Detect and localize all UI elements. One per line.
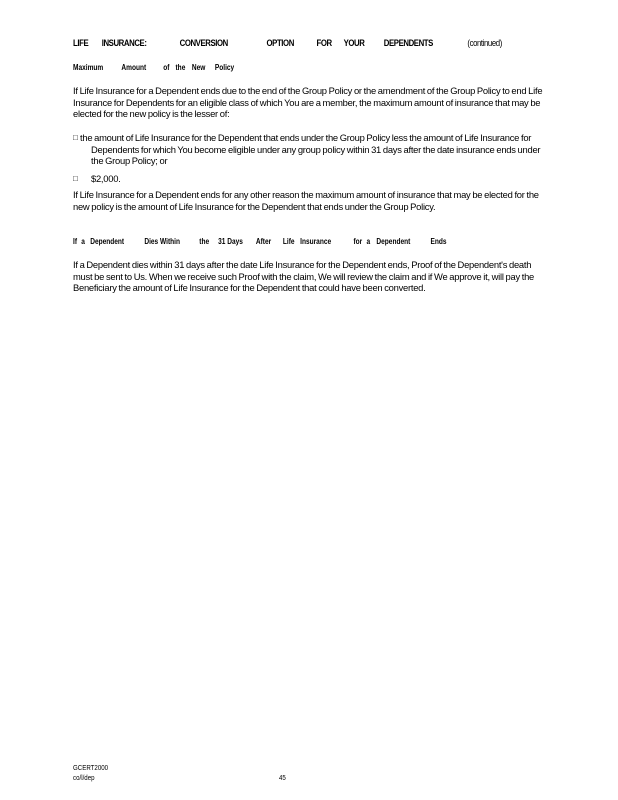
title-word: of bbox=[163, 63, 170, 72]
bullet-item bbox=[73, 132, 543, 167]
title-word: 31 Days bbox=[218, 237, 243, 246]
maximum-amount-intro: If Life Insurance for a Dependent ends due to the end of the Group Policy or the amendment of the Group Policy to end Life Insurance for Dependents for an eligible class of which You are a member, the maximum amount of insurance that may be elected for the new policy is the lesser of: bbox=[73, 85, 543, 120]
other-reason-paragraph: If Life Insurance for a Dependent ends for any other reason the maximum amount of insurance that may be elected for the new policy is the amount of Life Insurance for the Dependent that ends under the Group Policy. bbox=[73, 189, 539, 212]
heading-word: FOR bbox=[316, 38, 332, 49]
title-word: the bbox=[175, 63, 186, 72]
bullet-item bbox=[73, 173, 543, 185]
bullet-text: the amount of Life Insurance for the Dependent that ends under the Group Policy less the amount of Life Insurance for Dependents for which You become eligible under any group policy within 31 days after the date insurance ends under the Group Policy; or bbox=[80, 132, 541, 167]
title-word: for bbox=[353, 237, 363, 246]
heading-word: YOUR bbox=[343, 38, 365, 49]
title-word: a bbox=[81, 237, 85, 246]
title-word: the bbox=[199, 237, 210, 246]
page-number: 45 bbox=[279, 773, 286, 782]
footer-form-code: GCERT2000 bbox=[73, 763, 109, 772]
checkbox-bullet-icon: □ bbox=[73, 133, 78, 142]
heading-word: OPTION bbox=[266, 38, 294, 49]
bullet-text: $2,000. bbox=[91, 173, 121, 184]
heading-word: CONVERSION bbox=[179, 38, 228, 49]
title-word: New bbox=[191, 63, 206, 72]
title-word: Dependent bbox=[376, 237, 411, 246]
title-word: If bbox=[73, 237, 78, 246]
title-word: Ends bbox=[430, 237, 447, 246]
heading-word: INSURANCE: bbox=[101, 38, 147, 49]
title-word: Insurance bbox=[300, 237, 332, 246]
title-word: Dependent bbox=[90, 237, 125, 246]
title-word: Dies Within bbox=[144, 237, 180, 246]
title-word: Amount bbox=[121, 63, 147, 72]
title-word: Life bbox=[282, 237, 295, 246]
heading-word: LIFE bbox=[73, 38, 89, 49]
heading-word: DEPENDENTS bbox=[383, 38, 433, 49]
footer-form-subcode: co/l/dep bbox=[73, 773, 95, 782]
title-word: After bbox=[255, 237, 272, 246]
heading-continued: (continued) bbox=[467, 38, 502, 49]
title-word: Maximum bbox=[73, 63, 104, 72]
title-word: a bbox=[366, 237, 371, 246]
title-word: Policy bbox=[214, 63, 235, 72]
dependent-dies-paragraph: If a Dependent dies within 31 days after the date Life Insurance for the Dependent ends, Proof of the Dependent's death must be sent to Us. When we receive such Proof with the claim, We will review the claim and if We approve it, will pay the Beneficiary the amount of Life Insurance for the Dependent that could have been converted. bbox=[73, 259, 535, 294]
checkbox-bullet-icon: □ bbox=[73, 174, 78, 183]
